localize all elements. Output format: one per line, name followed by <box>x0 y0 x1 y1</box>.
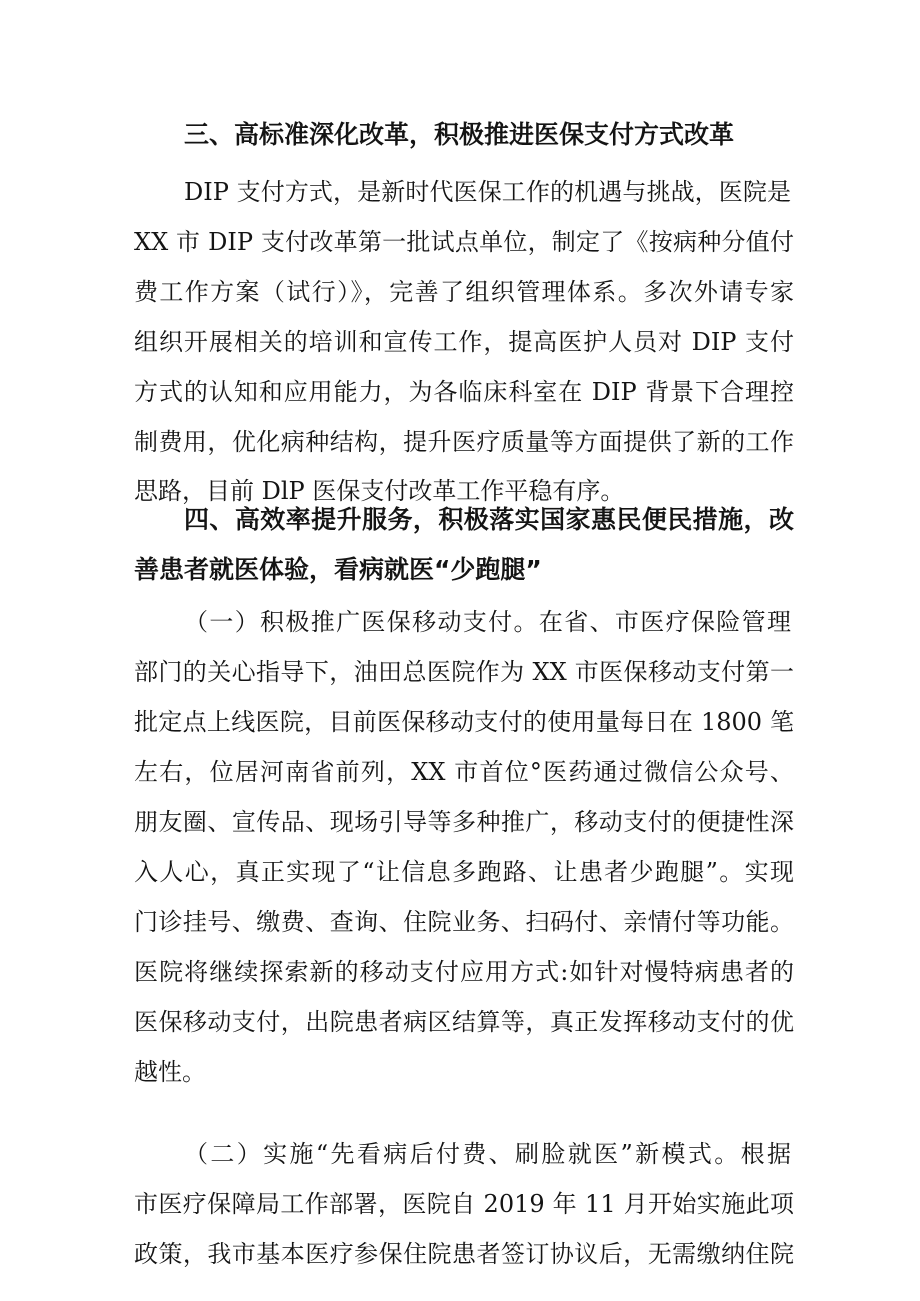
body-line: 入人心，真正实现了“让信息多跑路、让患者少跑腿”。实现 <box>134 858 794 886</box>
body-line: 医保移动支付，出院患者病区结算等，真正发挥移动支付的优 <box>134 1008 794 1036</box>
body-line: XX 市 DIP 支付改革第一批试点单位，制定了《按病种分值付 <box>134 228 794 256</box>
body-line: 门诊挂号、缴费、查询、住院业务、扫码付、亲情付等功能。 <box>134 908 794 936</box>
body-line: 政策，我市基本医疗参保住院患者签订协议后，无需缴纳住院 <box>134 1240 794 1268</box>
section-heading-4-line: 四、高效率提升服务，积极落实国家惠民便民措施，改 <box>184 505 794 534</box>
section-heading-4-line: 善患者就医体验，看病就医“少跑腿” <box>134 555 542 584</box>
body-line: 制费用，优化病种结构，提升医疗质量等方面提供了新的工作 <box>134 428 794 456</box>
body-line: DIP 支付方式，是新时代医保工作的机遇与挑战，医院是 <box>184 178 791 206</box>
body-line: 批定点上线医院，目前医保移动支付的使用量每日在 1800 笔 <box>134 708 794 736</box>
body-line: 医院将继续探索新的移动支付应用方式:如针对慢特病患者的 <box>134 958 794 986</box>
body-line: 市医疗保障局工作部署，医院自 2019 年 11 月开始实施此项 <box>134 1190 794 1218</box>
body-line: 朋友圈、宣传品、现场引导等多种推广，移动支付的便捷性深 <box>134 808 794 836</box>
section-heading-3: 三、高标准深化改革，积极推进医保支付方式改革 <box>184 120 735 149</box>
body-line: 部门的关心指导下，油田总医院作为 XX 市医保移动支付第一 <box>134 658 794 686</box>
body-line: 费工作方案（试行）》，完善了组织管理体系。多次外请专家 <box>134 278 794 306</box>
body-line: （二）实施“先看病后付费、刷脸就医”新模式。根据 <box>184 1140 791 1168</box>
body-line: 组织开展相关的培训和宣传工作，提高医护人员对 DIP 支付 <box>134 328 794 356</box>
body-line: 越性。 <box>134 1058 206 1086</box>
body-line: 左右，位居河南省前列，XX 市首位°医药通过微信公众号、 <box>134 758 794 786</box>
body-line: （一）积极推广医保移动支付。在省、市医疗保险管理 <box>184 608 791 636</box>
body-line: 方式的认知和应用能力，为各临床科室在 DIP 背景下合理控 <box>134 378 794 406</box>
body-line: 思路，目前 DlP 医保支付改革工作平稳有序。 <box>134 477 625 505</box>
